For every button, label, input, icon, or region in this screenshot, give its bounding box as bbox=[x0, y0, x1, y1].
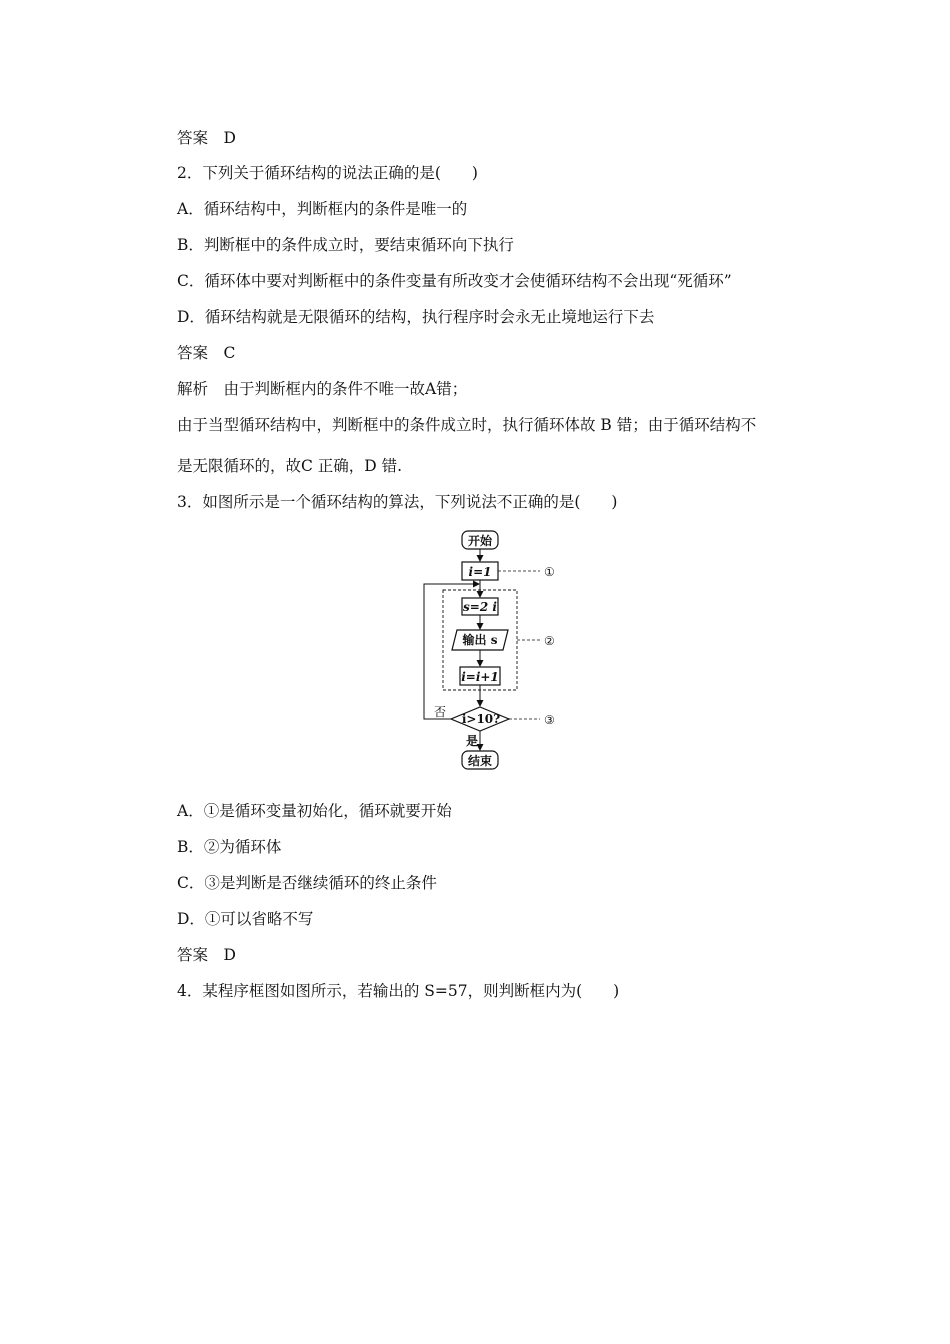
yes-label: 是 bbox=[466, 734, 479, 748]
q3-option-c: C．③是判断是否继续循环的终止条件 bbox=[177, 874, 437, 892]
mark-1: ① bbox=[544, 565, 555, 579]
mark-3: ③ bbox=[544, 713, 555, 727]
start-label: 开始 bbox=[467, 534, 493, 548]
mark-2: ② bbox=[544, 634, 555, 648]
output-label: 输出 s bbox=[462, 633, 498, 647]
q3-answer: 答案 D bbox=[177, 946, 236, 964]
body-assign-label: s=2 i bbox=[463, 600, 497, 614]
q3-option-a: A．①是循环变量初始化，循环就要开始 bbox=[177, 802, 452, 820]
q2-option-c: C．循环体中要对判断框中的条件变量有所改变才会使循环结构不会出现“死循环” bbox=[177, 272, 732, 290]
q1-answer: 答案 D bbox=[177, 129, 236, 147]
q2-analysis-1: 解析 由于判断框内的条件不唯一故A错； bbox=[177, 380, 468, 398]
q2-analysis-3: 是无限循环的，故C 正确，D 错. bbox=[177, 457, 403, 475]
q2-analysis-2: 由于当型循环结构中，判断框中的条件成立时，执行循环体故 B 错；由于循环结构不 bbox=[177, 416, 757, 434]
end-label: 结束 bbox=[467, 754, 493, 768]
increment-label: i=i+1 bbox=[461, 670, 499, 684]
q4-stem: 4．某程序框图如图所示，若输出的 S=57，则判断框内为( ) bbox=[177, 982, 620, 1000]
q2-option-b: B．判断框中的条件成立时，要结束循环向下执行 bbox=[177, 236, 514, 254]
q3-option-b: B．②为循环体 bbox=[177, 838, 282, 856]
q2-option-a: A．循环结构中，判断框内的条件是唯一的 bbox=[177, 200, 468, 218]
q2-stem: 2．下列关于循环结构的说法正确的是( ) bbox=[177, 164, 478, 182]
q2-answer: 答案 C bbox=[177, 344, 236, 362]
no-label: 否 bbox=[434, 705, 447, 719]
condition-label: i>10? bbox=[461, 712, 501, 726]
init-label: i=1 bbox=[468, 565, 492, 579]
q3-stem: 3．如图所示是一个循环结构的算法，下列说法不正确的是( ) bbox=[177, 493, 618, 511]
q3-option-d: D．①可以省略不写 bbox=[177, 910, 314, 928]
q2-option-d: D．循环结构就是无限循环的结构，执行程序时会永无止境地运行下去 bbox=[177, 308, 655, 326]
